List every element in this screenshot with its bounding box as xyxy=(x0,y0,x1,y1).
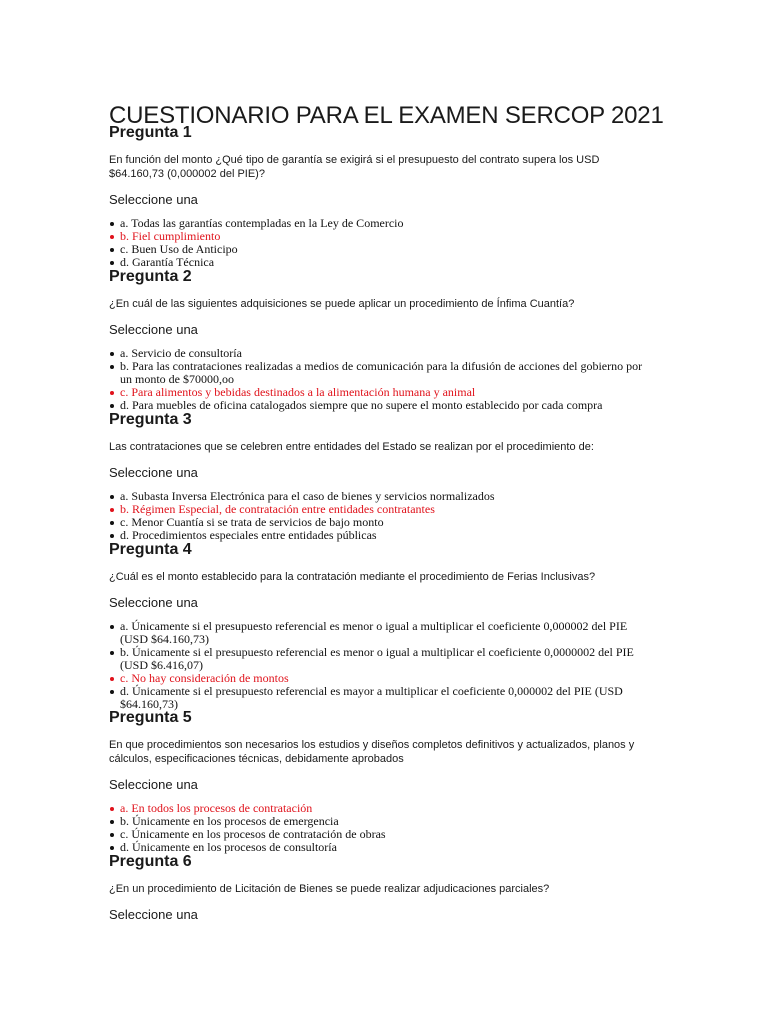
select-one-label: Seleccione una xyxy=(109,465,198,480)
option-a: a. Subasta Inversa Electrónica para el caso de bienes y servicios normalizados xyxy=(109,490,654,503)
options-list xyxy=(109,347,654,412)
question-2 xyxy=(109,267,654,412)
select-one-label: Seleccione una xyxy=(109,192,198,207)
option-c: c. Buen Uso de Anticipo xyxy=(109,243,654,256)
question-text: ¿En un procedimiento de Licitación de Bienes se puede realizar adjudicaciones parciales? xyxy=(109,883,550,895)
option-b: b. Únicamente si el presupuesto referencial es menor o igual a multiplicar el coeficiente 0,0000002 del PIE (USD $6.416,07) xyxy=(109,646,654,672)
option-a: a. Únicamente si el presupuesto referencial es menor o igual a multiplicar el coeficiente 0,000002 del PIE (USD $64.160,73) xyxy=(109,620,654,646)
select-one-label: Seleccione una xyxy=(109,322,198,337)
select-one-label: Seleccione una xyxy=(109,595,198,610)
options-list xyxy=(109,620,654,711)
option-d: d. Procedimientos especiales entre entidades públicas xyxy=(109,529,654,542)
question-4 xyxy=(109,540,654,711)
question-text: ¿En cuál de las siguientes adquisiciones se puede aplicar un procedimiento de Ínfima Cuantía? xyxy=(109,298,575,310)
question-text: En que procedimientos son necesarios los estudios y diseños completos definitivos y actualizados, planos y cálculos, especificaciones técnicas, debidamente aprobados xyxy=(109,739,635,765)
option-c: c. Menor Cuantía si se trata de servicios de bajo monto xyxy=(109,516,654,529)
option-a: a. Servicio de consultoría xyxy=(109,347,654,360)
options-list xyxy=(109,802,654,854)
select-one-label: Seleccione una xyxy=(109,777,198,792)
question-5 xyxy=(109,708,654,854)
question-text: ¿Cuál es el monto establecido para la contratación mediante el procedimiento de Ferias Inclusivas? xyxy=(109,571,596,583)
option-b: b. Únicamente en los procesos de emergencia xyxy=(109,815,654,828)
option-d: d. Únicamente en los procesos de consultoría xyxy=(109,841,654,854)
select-one-label: Seleccione una xyxy=(109,907,198,922)
option-a-correct: a. En todos los procesos de contratación xyxy=(109,802,654,815)
option-d: d. Garantía Técnica xyxy=(109,256,654,269)
question-heading: Pregunta 5 xyxy=(109,709,192,726)
question-6 xyxy=(109,852,654,923)
options-list xyxy=(109,217,654,269)
question-heading: Pregunta 6 xyxy=(109,853,192,870)
option-b-correct: b. Régimen Especial, de contratación entre entidades contratantes xyxy=(109,503,654,516)
option-b: b. Para las contrataciones realizadas a medios de comunicación para la difusión de acciones del gobierno por un monto de $70000,oo xyxy=(109,360,654,386)
option-c: c. Únicamente en los procesos de contratación de obras xyxy=(109,828,654,841)
question-heading: Pregunta 1 xyxy=(109,124,192,141)
question-3 xyxy=(109,410,654,542)
option-a: a. Todas las garantías contempladas en la Ley de Comercio xyxy=(109,217,654,230)
options-list xyxy=(109,490,654,542)
option-d: d. Únicamente si el presupuesto referencial es mayor a multiplicar el coeficiente 0,000002 del PIE (USD $64.160,73) xyxy=(109,685,654,711)
option-c-correct: c. Para alimentos y bebidas destinados a la alimentación humana y animal xyxy=(109,386,654,399)
question-heading: Pregunta 2 xyxy=(109,268,192,285)
document-title: CUESTIONARIO PARA EL EXAMEN SERCOP 2021 xyxy=(109,102,664,130)
question-1 xyxy=(109,123,654,269)
question-heading: Pregunta 3 xyxy=(109,411,192,428)
option-d: d. Para muebles de oficina catalogados siempre que no supere el monto establecido por cada compra xyxy=(109,399,654,412)
question-text: En función del monto ¿Qué tipo de garantía se exigirá si el presupuesto del contrato supera los USD $64.160,73 (0,000002 del PIE)? xyxy=(109,154,600,180)
question-heading: Pregunta 4 xyxy=(109,541,192,558)
option-b-correct: b. Fiel cumplimiento xyxy=(109,230,654,243)
question-text: Las contrataciones que se celebren entre entidades del Estado se realizan por el procedimiento de: xyxy=(109,441,594,453)
option-c-correct: c. No hay consideración de montos xyxy=(109,672,654,685)
